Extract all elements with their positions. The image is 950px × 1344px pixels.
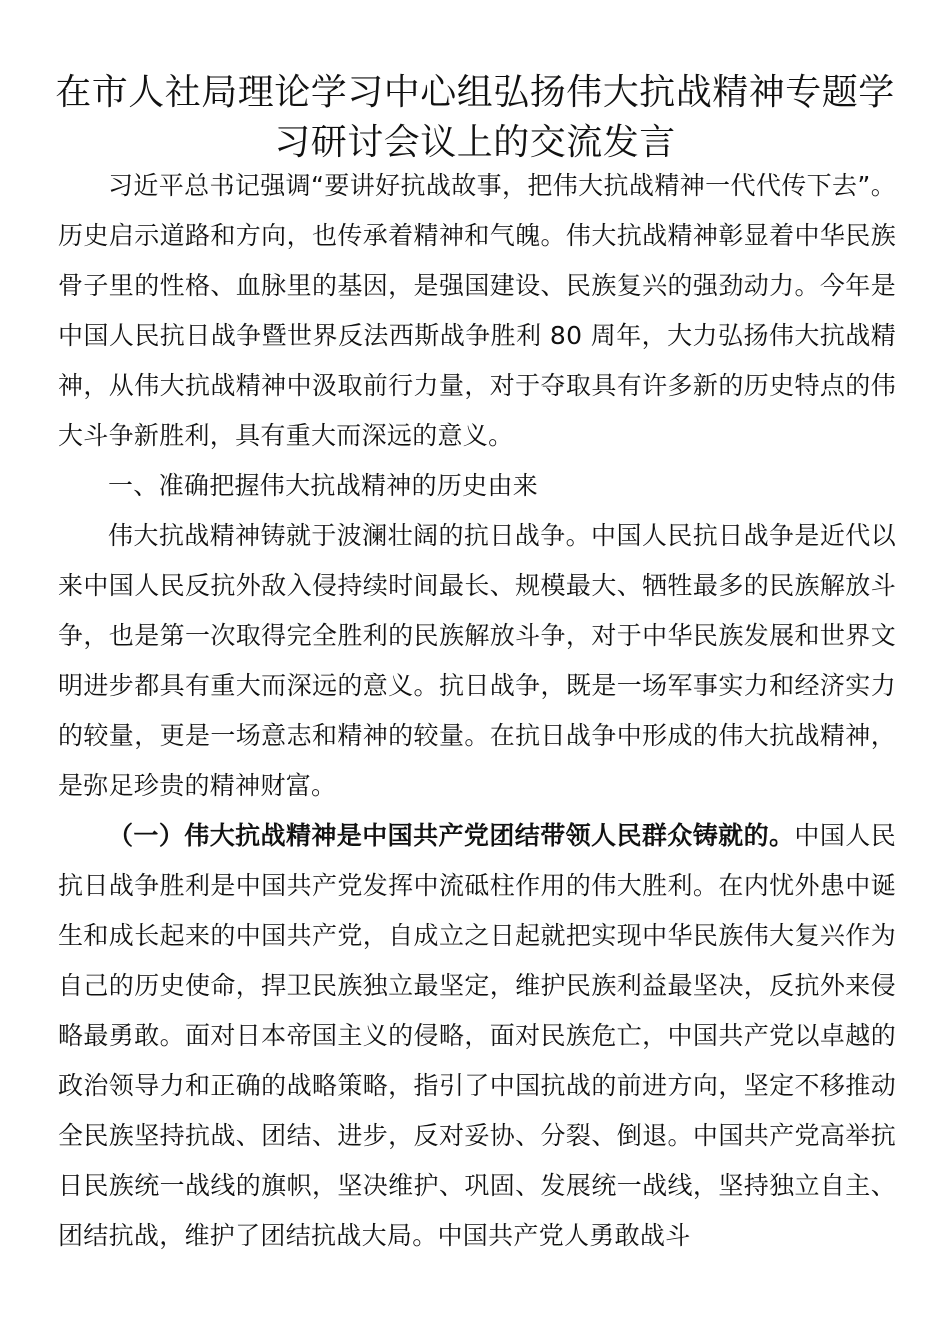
paragraph-history-text: 伟大抗战精神铸就于波澜壮阔的抗日战争。中国人民抗日战争是近代以来中国人民反抗外敌入侵持续时间最长、规模最大、牺牲最多的民族解放斗争，也是第一次取得完全胜利的民族解放斗争，对于中华民族发展和世界文明进步都具有重大而深远的意义。抗日战争，既是一场军事实力和经济实力的较量，更是一场意志和精神的较量。在抗日战争中形成的伟大抗战精神，是弥足珍贵的精神财富。: [58, 521, 896, 800]
section-heading-1-text: 一、准确把握伟大抗战精神的历史由来: [108, 471, 539, 500]
document-body: [58, 161, 896, 1261]
paragraph-intro-text: 习近平总书记强调“要讲好抗战故事，把伟大抗战精神一代代传下去”。历史启示道路和方向，也传承着精神和气魄。伟大抗战精神彰显着中华民族骨子里的性格、血脉里的基因，是强国建设、民族复兴的强劲动力。今年是中国人民抗日战争暨世界反法西斯战争胜利 80 周年，大力弘扬伟大抗战精神，从伟大抗战精神中汲取前行力量，对于夺取具有许多新的历史特点的伟大斗争新胜利，具有重大而深远的意义。: [58, 171, 896, 450]
subsection-1-text: 中国人民抗日战争胜利是中国共产党发挥中流砥柱作用的伟大胜利。在内忧外患中诞生和成长起来的中国共产党，自成立之日起就把实现中华民族伟大复兴作为自己的历史使命，捍卫民族独立最坚定，维护民族利益最坚决，反抗外来侵略最勇敢。面对日本帝国主义的侵略，面对民族危亡，中国共产党以卓越的政治领导力和正确的战略策略，指引了中国抗战的前进方向，坚定不移推动全民族坚持抗战、团结、进步，反对妥协、分裂、倒退。中国共产党高举抗日民族统一战线的旗帜，坚决维护、巩固、发展统一战线，坚持独立自主、团结抗战，维护了团结抗战大局。中国共产党人勇敢战斗: [58, 821, 896, 1250]
paragraph-intro: [58, 161, 896, 461]
subsection-1-lead: （一）伟大抗战精神是中国共产党团结带领人民群众铸就的。: [108, 821, 795, 850]
section-heading-1: [58, 461, 896, 511]
document-title: 在市人社局理论学习中心组弘扬伟大抗战精神专题学习研讨会议上的交流发言: [55, 72, 895, 163]
paragraph-history: [58, 511, 896, 811]
paragraph-subsection-1: [58, 811, 896, 1261]
